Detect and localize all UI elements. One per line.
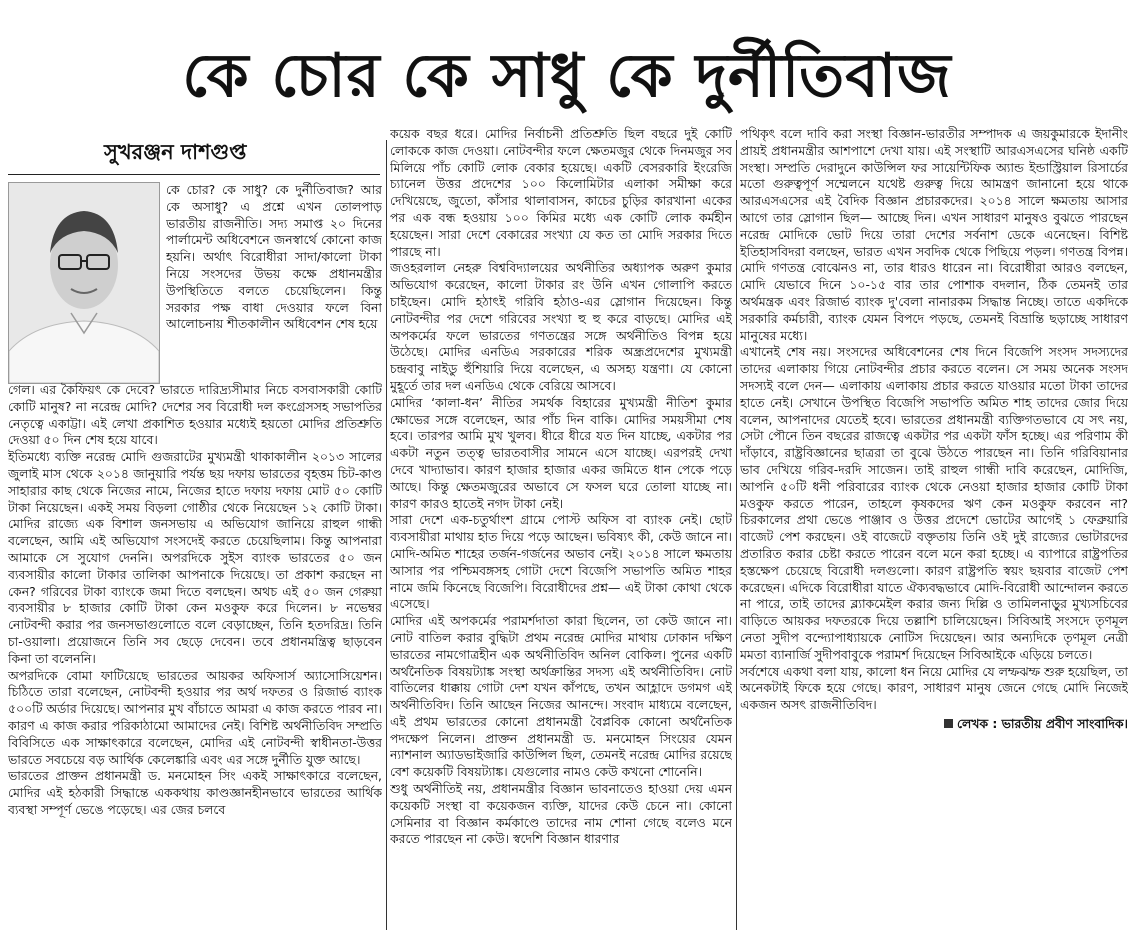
column-2 xyxy=(390,126,732,932)
paragraph: সর্বশেষে একথা বলা যায়, কালো ধন নিয়ে মোদির যে লম্ফঝম্ফ শুরু হয়েছিল, তা অনেকটাই ফিকে হয়ে গেছে। কারণ, সাধারণ মানুষ জেনে গেছে মোদি নিজেই একজন অসৎ রাজনীতিবিদ। xyxy=(740,663,1128,713)
author-credit xyxy=(740,716,1128,733)
paragraph: জওহরলাল নেহরু বিশ্ববিদ্যালয়ের অর্থনীতির অধ্যাপক অরুণ কুমার অভিযোগ করেছেন, কালো টাকার রং উনি এখন গোলাপি করতে চাইছেন। মোদি হঠাৎই গরিবি হঠাও-এর স্লোগান দিয়েছেন। কিন্তু নোটবন্দীর পর দেশে গরিবের সংখ্যা হু হু করে বাড়ছে। মোদির এই অপকর্মের ফলে ভারতের গণতন্ত্রের সঙ্গে অর্থনীতিও বিপন্ন হয়ে উঠেছে। মোদির এনডিএ সরকারের শরিক অন্ধ্রপ্রদেশের মুখ্যমন্ত্রী চন্দ্রবাবু নাইডু হুঁশিয়ারি দিয়ে বলেছেন, এ অসহ্য যন্ত্রণা। যে কোনো মুহূর্তে তার দল এনডিএ থেকে বেরিয়ে আসবে। xyxy=(390,260,732,393)
author-credit-text: লেখক : ভারতীয় প্রবীণ সাংবাদিক। xyxy=(957,715,1128,731)
paragraph: পথিকৃৎ বলে দাবি করা সংস্থা বিজ্ঞান-ভারতীর সম্পাদক এ জয়কুমারকে ইদানীং প্রায়ই প্রধানমন্ত্রীর আশপাশে দেখা যায়। এই সংস্থাটি আরএসএসের ঘনিষ্ঠ একটি সংস্থা। সম্প্রতি দেরাদুনে কাউন্সিল ফর সায়েন্টিফিক অ্যান্ড ইন্ডাস্ট্রিয়াল রিসার্চের মতো গুরুত্বপূর্ণ সম্মেলনে যথেষ্ট গুরুত্ব দিয়ে আমন্ত্রণ জানানো হয়ে থাকে আরএসএসের এই বৈদিক বিজ্ঞান প্রচারকদের। ২০১৪ সালে ক্ষমতায় আসার আগে তার স্লোগান ছিল— আচ্ছে দিন। এখন সাধারণ মানুষও বুঝতে পারছেন নরেন্দ্র মোদিকে ভোট দিয়ে তারা দেশের সর্বনাশ ডেকে এনেছেন। বিশিষ্ট ইতিহাসবিদরা বলছেন, ভারত এখন সবদিক থেকে পিছিয়ে পড়ল। গণতন্ত্র বিপন্ন। মোদি গণতন্ত্র বোঝেনও না, তার ধারও ধারেন না। বিরোধীরা আরও বলছেন, মোদি যেভাবে দিনে ১০-১৫ বার তার পোশাক বদলান, ঠিক তেমনই তার অর্থমন্ত্রক এবং রিজার্ভ ব্যাংক দু'বেলা নানারকম সিদ্ধান্ত নিচ্ছে। তাতে একদিকে সরকারি কর্মচারী, ব্যাংক যেমন বিপদে পড়ছে, তেমনই বিভ্রান্তি ছড়াচ্ছে সাধারণ মানুষের মধ্যে। xyxy=(740,126,1128,343)
paragraph: মোদির ‘কালা-ধন’ নীতির সমর্থক বিহারের মুখ্যমন্ত্রী নীতিশ কুমার ক্ষোভের সঙ্গে বলেছেন, আর পাঁচ দিন বাকি। মোদির সময়সীমা শেষ হবে। তারপর আমি মুখ খুলব। ধীরে ধীরে যত দিন যাচ্ছে, একটার পর একটা নতুন তত্ত্ব ভারতবাসীর সামনে এসে যাচ্ছে। এরপরই দেখা দেবে খাদ্যাভাব। কারণ হাজার হাজার একর জমিতে ধান পেকে পড়ে আছে। কিন্তু ক্ষেতমজুরের অভাবে সে ফসল ঘরে তোলা যাচ্ছে না। কারণ কারও হাতেই নগদ টাকা নেই। xyxy=(390,394,732,511)
paragraph: মোদির এই অপকর্মের পরামর্শদাতা কারা ছিলেন, তা কেউ জানে না। নোট বাতিল করার বুদ্ধিটা প্রথম নরেন্দ্র মোদির মাথায় ঢোকান দক্ষিণ ভারতের নামগোত্রহীন এক অর্থনীতিবিদ অনিল বোকিল। পুনের একটি অর্থনৈতিক বিষয়ট্যাঙ্ক সংস্থা অর্থক্রান্তির সদস্য এই অর্থনীতিবিদ। নোট বাতিলের ধাক্কায় গোটা দেশ যখন কাঁপছে, তখন আহ্লাদে ডগমগ এই অর্থনীতিবিদ। তিনি আছেন নিজের আনন্দে। সংবাদ মাধ্যমে বলেছেন, এই প্রথম ভারতের কোনো প্রধানমন্ত্রী বৈপ্লবিক কোনো অর্থনৈতিক পদক্ষেপ নিলেন। প্রাক্তন প্রধানমন্ত্রী ড. মনমোহন সিংয়ের যেমন ন্যাশনাল অ্যাডভাইজারি কাউন্সিল ছিল, তেমনই নরেন্দ্র মোদির রয়েছে বেশ কয়েকটি বিষয়ট্যাঙ্ক। যেগুলোর নামও কেউ কখনো শোনেনি। xyxy=(390,613,732,780)
column-1-intro xyxy=(166,182,382,382)
column-divider xyxy=(736,140,737,930)
paragraph: এখানেই শেষ নয়। সংসদের অধিবেশনের শেষ দিনে বিজেপি সংসদ সদস্যদের তাদের এলাকায় গিয়ে নোটবন্দীর প্রচার করতে বলেন। সে সময় অনেক সংসদ সদস্যই বলে দেন— এলাকায় এলাকায় প্রচার করতে যাওয়ার মতো টাকা তাদের হাতে নেই। সেখানে উপস্থিত বিজেপি সভাপতি অমিত শাহ তাদের জোর দিয়ে বলেন, আপনাদের যেতেই হবে। ভারতের প্রধানমন্ত্রী ব্যক্তিগতভাবে যে সৎ নয়, সেটা পৌনে তিন বছরের রাজত্বে একটার পর একটা ফাঁস হচ্ছে। এর পরিণাম কী দাঁড়াবে, রাষ্ট্রবিজ্ঞানের ছাত্ররা তা বুঝে উঠতে পারছেন না। তিনি গরিবিয়ানার ভাব দেখিয়ে গরিব-দরদি সাজেন। তাই রাহুল গান্ধী দাবি করেছেন, মোদিজি, আপনি ৫০টি ধনী পরিবারের ব্যাংক থেকে নেওয়া হাজার হাজার কোটি টাকা মওকুফ করতে পারেন, তাহলে কৃষকদের ঋণ কেন মওকুফ করবেন না? চিরকালের প্রথা ভেঙে পাঞ্জাব ও উত্তর প্রদেশে ভোটের আগেই ১ ফেব্রুয়ারি বাজেট পেশ করছেন। ওই বাজেটে বক্তৃতায় তিনি ওই দুই রাজ্যের ভোটারদের প্রতারিত করার চেষ্টা করতে পারেন বলে মনে করা হচ্ছে। এ ব্যাপারে রাষ্ট্রপতির হস্তক্ষেপ চেয়েছে বিরোধী দলগুলো। কারণ রাষ্ট্রপতি স্বয়ং ছয়বার বাজেট পেশ করেছেন। এদিকে বিরোধীরা যাতে ঐক্যবদ্ধভাবে মোদি-বিরোধী আন্দোলন করতে না পারে, তাই তাদের ব্ল্যাকমেইল করার জন্য দিল্লি ও তামিলনাড়ুর মুখ্যসচিবের বাড়িতে আয়কর দফতরকে দিয়ে তল্লাশি চালিয়েছেন। সিবিআই সংসদে তৃণমূল নেতা সুদীপ বন্দ্যোপাধ্যায়কে নোটিস দিয়েছেন। আর অন্যদিকে তৃণমূল নেত্রী মমতা ব্যানার্জি সুদীপবাবুকে পরামর্শ দিয়েছেন সিবিআইকে এড়িয়ে চলতে। xyxy=(740,344,1128,662)
column-divider xyxy=(386,140,387,930)
author-portrait-icon xyxy=(9,183,159,383)
column-1 xyxy=(8,382,382,932)
byline-divider xyxy=(8,174,380,175)
paragraph: গেল। এর কৈফিয়ৎ কে দেবে? ভারতে দারিদ্র্যসীমার নিচে বসবাসকারী কোটি কোটি মানুষ? না নরেন্দ্র মোদি? দেশের সব বিরোধী দল কংগ্রেসসহ সভাপতির নেতৃত্বে একাট্টা। এই লেখা প্রকাশিত হওয়ার মধ্যেই হয়তো মোদির প্রতিশ্রুতি দেওয়া ৫০ দিন শেষ হয়ে যাবে। xyxy=(8,382,382,448)
paragraph: অপরদিকে বোমা ফাটিয়েছে ভারতের আয়কর অফিসার্স অ্যাসোসিয়েশন। চিঠিতে তারা বলেছেন, নোটবন্দী হওয়ার পর অর্থ দফতর ও রিজার্ভ ব্যাংক ৫০০টি অর্ডার দিয়েছে। আপনার মুখ বাঁচাতে আমরা এ কাজ করতে পারব না। কারণ এ কাজ করার পরিকাঠামো আমাদের নেই। বিশিষ্ট অর্থনীতিবিদ সম্প্রতি বিবিসিতে এক সাক্ষাৎকারে বলেছেন, মোদির এই নোটবন্দী স্বাধীনতা-উত্তর ভারতে সবচেয়ে বড় আর্থিক কেলেঙ্কারি এবং এর সঙ্গে দুর্নীতি যুক্ত আছে। xyxy=(8,667,382,767)
paragraph: শুধু অর্থনীতিই নয়, প্রধানমন্ত্রীর বিজ্ঞান ভাবনাতেও হাওয়া দেয় এমন কয়েকটি সংস্থা বা কয়েকজন ব্যক্তি, যাদের কেউ চেনে না। কোনো সেমিনার বা বিজ্ঞান কর্মকাণ্ডে তাদের নাম শোনা গেছে বলেও মনে করতে পারছেন না কেউ। স্বদেশি বিজ্ঞান ধারণার xyxy=(390,781,732,847)
author-photo xyxy=(8,182,160,384)
square-bullet-icon xyxy=(944,719,953,728)
paragraph: ইতিমধ্যে ব্যক্তি নরেন্দ্র মোদি গুজরাটের মুখ্যমন্ত্রী থাকাকালীন ২০১৩ সালের জুলাই মাস থেকে ২০১৪ জানুয়ারি পর্যন্ত ছয় দফায় ভারতের বৃহত্তম চিট-কাণ্ড সাহারার কাছ থেকে নিজের নামে, নিজের হাতে দফায় দফায় মোট ৫০ কোটি টাকা নিয়েছেন। একই সময় বিড়লা গোষ্ঠীর থেকে নিয়েছেন ১২ কোটি টাকা। মোদির রাজ্যে এক বিশাল জনসভায় এ অভিযোগ জানিয়ে রাহুল গান্ধী বলেছেন, আমি এই অভিযোগ সংসদেই করতে চেয়েছিলাম। কিন্তু আপনারা আমাকে সে সুযোগ দেননি। অপরদিকে সুইস ব্যাংক ভারতের ৫০ জন ব্যবসায়ীর কালো টাকার তালিকা আপনাকে দিয়েছে। তা প্রকাশ করছেন না কেন? গরিবের টাকা ব্যাংকে জমা দিতে বলছেন। অথচ এই ৫০ জন গেরুয়া ব্যবসায়ীর ৮ হাজার কোটি টাকা কেন মওকুফ করে দিলেন। ৮ নভেম্বর নোটবন্দী করার পর জনসভাগুলোতে বলে বেড়াচ্ছেন, তিনি হতদরিদ্র। তিনি চা-ওয়ালা। প্রয়োজনে তিনি সব ছেড়ে দেবেন। তবে প্রধানমন্ত্রিত্ব ছাড়বেন কিনা তা বলেননি। xyxy=(8,449,382,666)
paragraph: কয়েক বছর ধরে। মোদির নির্বাচনী প্রতিশ্রুতি ছিল বছরে দুই কোটি লোককে কাজ দেওয়া। নোটবন্দীর ফলে ক্ষেতমজুর থেকে দিনমজুর সব মিলিয়ে পাঁচ কোটি লোক বেকার হয়েছে। একটি বেসরকারি ইংরেজি চ্যানেল উত্তর প্রদেশের ১০০ কিলোমিটার এলাকা সমীক্ষা করে দেখিয়েছে, জুতো, কাঁসার থালাবাসন, কাচের চুড়ির কারখানা একের পর এক বন্ধ হওয়ায় ১০০ কিমির মধ্যে এক কোটি লোক কর্মহীন হয়েছেন। সারা দেশে বেকারের সংখ্যা যে কত তা মোদি সরকার দিতে পারছে না। xyxy=(390,126,732,259)
byline: সুখরঞ্জন দাশগুপ্ত xyxy=(104,140,247,164)
column-3 xyxy=(740,126,1128,932)
paragraph: ভারতের প্রাক্তন প্রধানমন্ত্রী ড. মনমোহন সিং একই সাক্ষাৎকারে বলেছেন, মোদির এই হঠকারী সিদ্ধান্তে এককথায় কাণ্ডজ্ঞানহীনভাবে ভারতের আর্থিক ব্যবস্থা সম্পূর্ণ ভেঙে পড়েছে। এর জের চলবে xyxy=(8,768,382,817)
paragraph: কে চোর? কে সাধু? কে দুর্নীতিবাজ? আর কে অসাধু? এ প্রশ্নে এখন তোলপাড় ভারতীয় রাজনীতি। সদ্য সমাপ্ত ২০ দিনের পার্লামেন্ট অধিবেশনে জনস্বার্থে কোনো কাজ হয়নি। অর্থাৎ বিরোধীরা সাদা/কালো টাকা নিয়ে সংসদের উভয় কক্ষে প্রধানমন্ত্রীর উপস্থিতিতে বলতে চেয়েছিলেন। কিন্তু সরকার পক্ষ বাধা দেওয়ার ফলে বিনা আলোচনায় শীতকালীন অধিবেশন শেষ হয়ে xyxy=(166,182,382,332)
paragraph: সারা দেশে এক-চতুর্থাংশ গ্রামে পোস্ট অফিস বা ব্যাংক নেই। ছোট ব্যবসায়ীরা মাথায় হাত দিয়ে পড়ে আছেন। ভবিষ্যৎ কী, কেউ জানে না। মোদি-অমিত শাহের তর্জন-গর্জনের অভাব নেই। ২০১৪ সালে ক্ষমতায় আসার পর পশ্চিমবঙ্গসহ গোটা দেশে বিজেপি সভাপতি অমিত শাহর নামে জমি কিনেছে বিজেপি। বিরোধীদের প্রশ্ন— এই টাকা কোথা থেকে এসেছে। xyxy=(390,512,732,612)
headline: কে চোর কে সাধু কে দুর্নীতিবাজ xyxy=(182,41,952,111)
